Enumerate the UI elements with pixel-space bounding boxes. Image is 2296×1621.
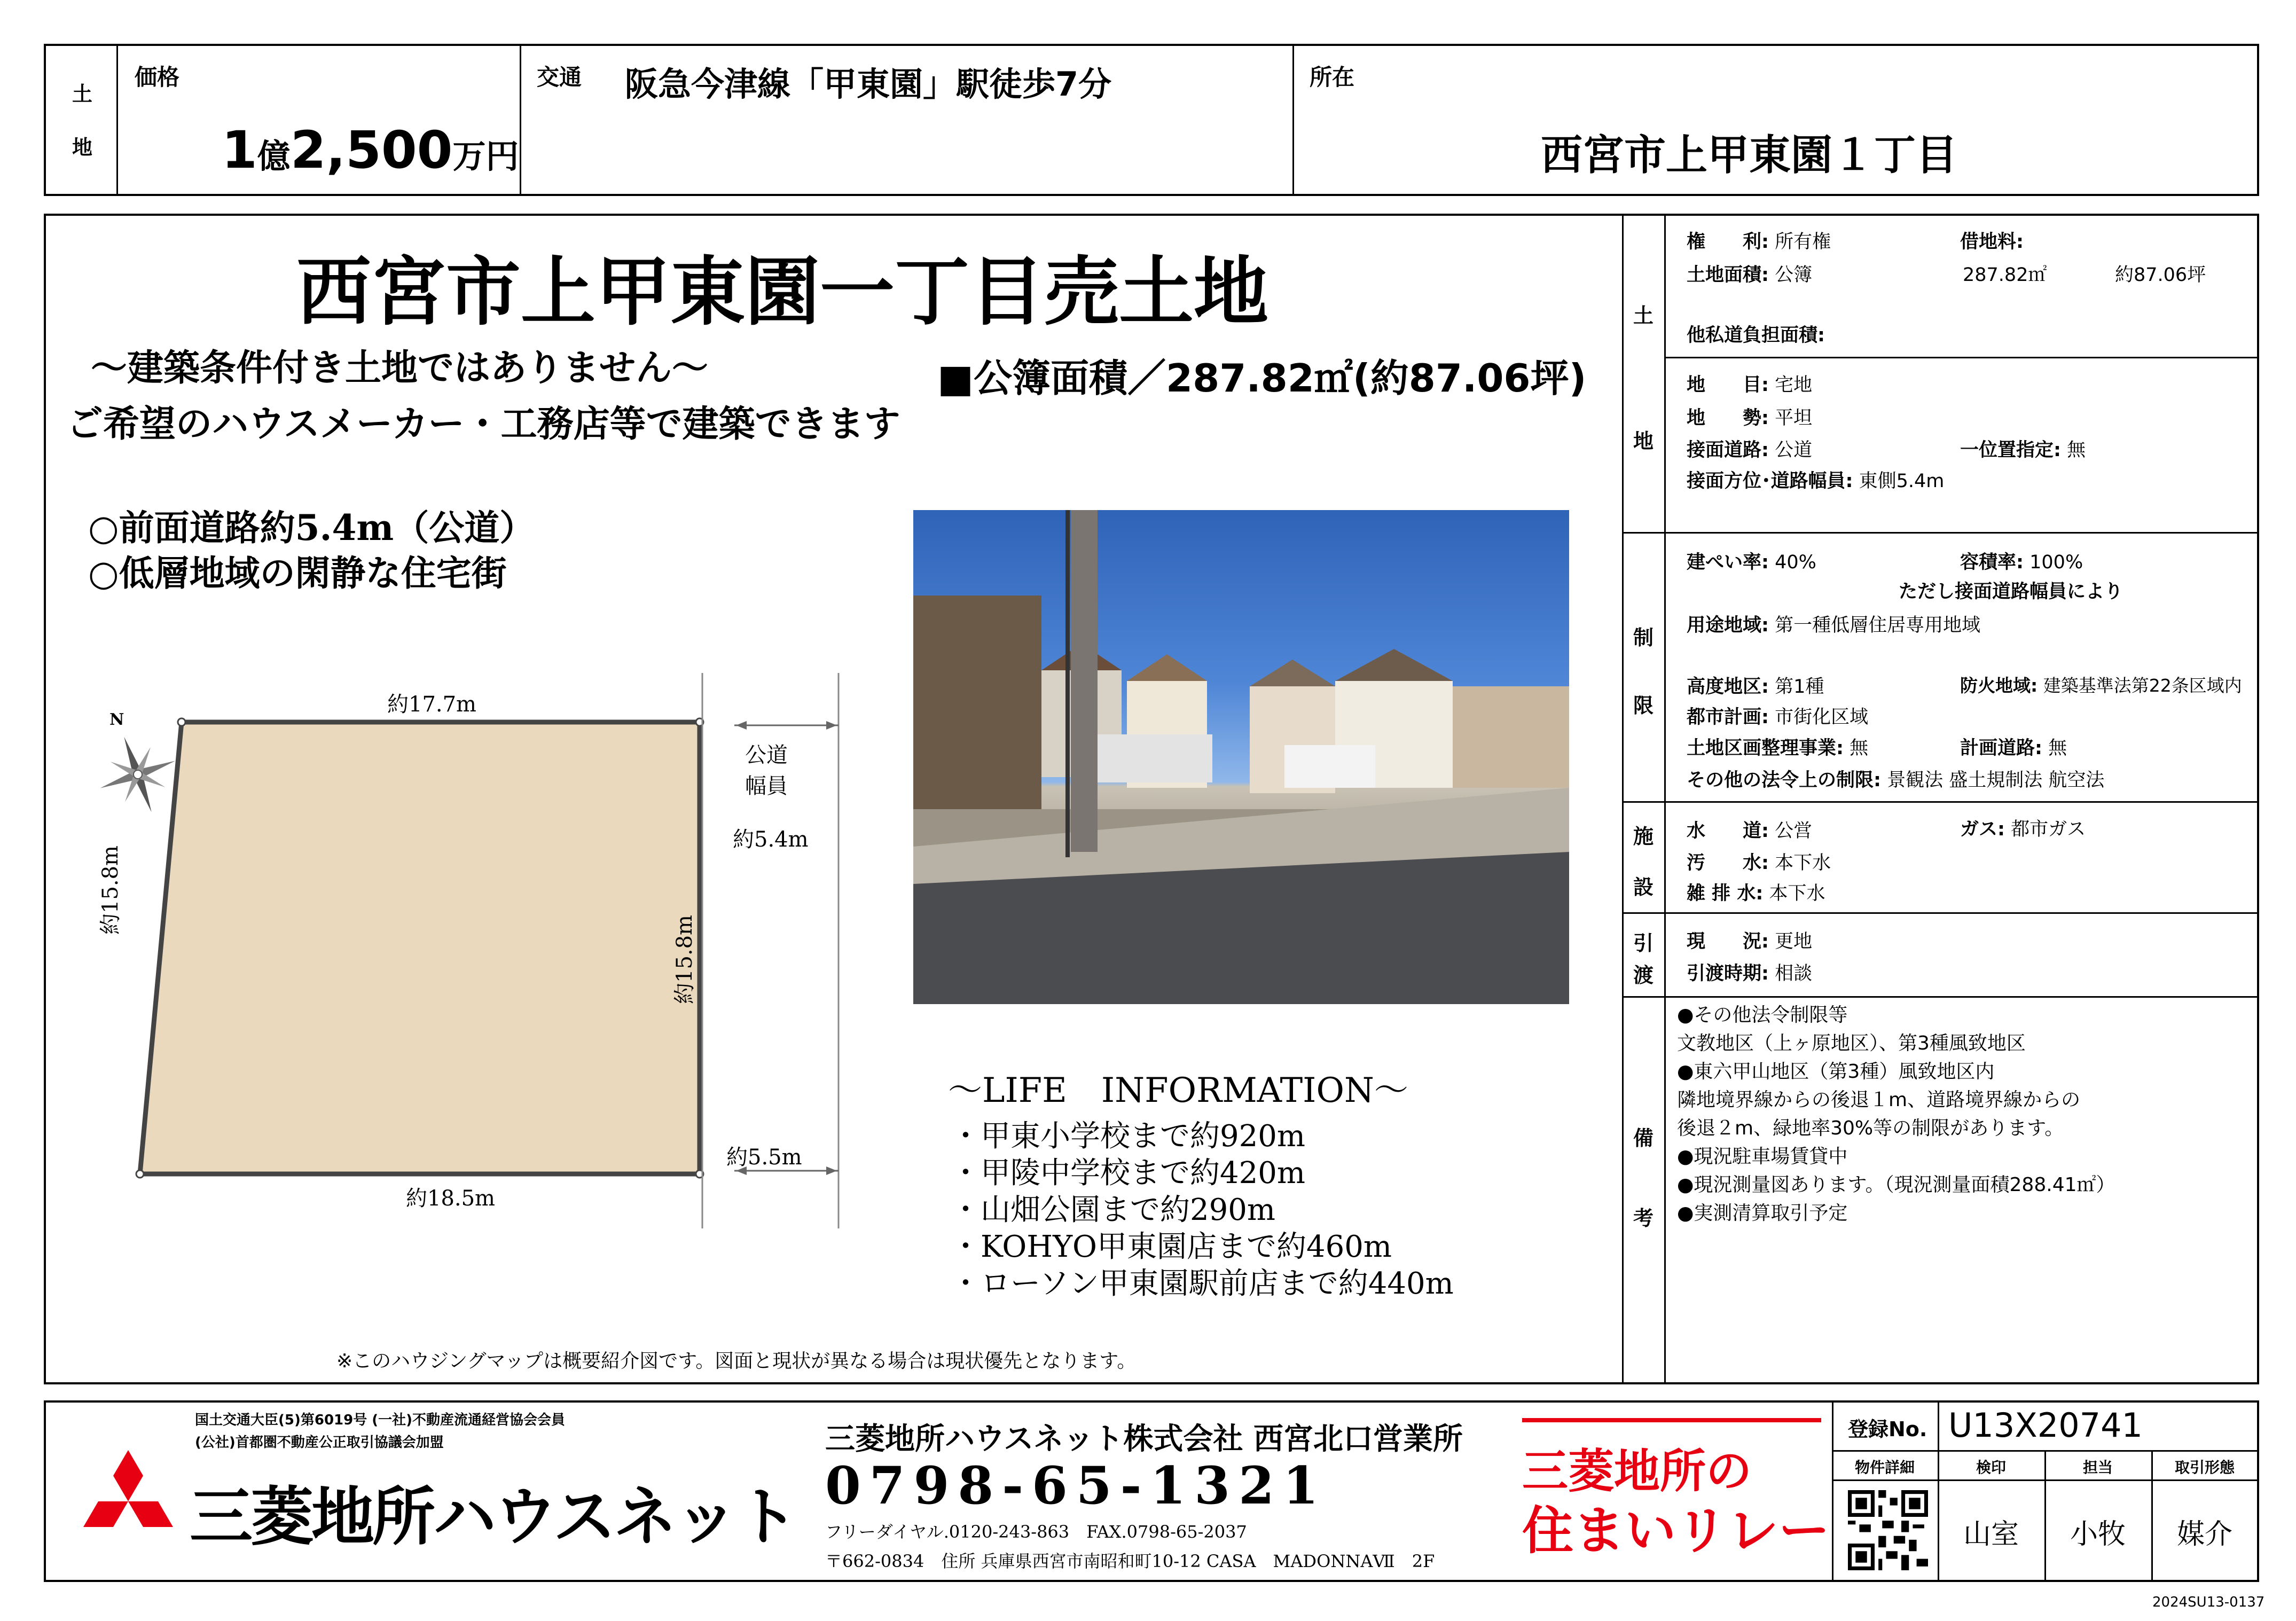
- spec-designation: [1960, 435, 2086, 462]
- life-item: ・甲陵中学校まで約420m: [951, 1156, 1305, 1191]
- remark-line: ●実測清算取引予定: [1677, 1202, 1848, 1224]
- spec-value: 公簿: [1775, 264, 1813, 286]
- spec-value: 所有権: [1775, 231, 1831, 253]
- spec-heading-facility-1: 施: [1633, 825, 1654, 848]
- spec-fire: [1960, 672, 2242, 697]
- relay-line-2: 住まいリレー: [1522, 1501, 1830, 1561]
- header-divider: [116, 44, 118, 196]
- spec-plan-road: [1960, 733, 2067, 760]
- spec-label: 水 道:: [1687, 820, 1769, 842]
- spec-label: 用途地域:: [1687, 615, 1769, 636]
- spec-label: 引渡時期:: [1687, 963, 1769, 984]
- spec-divider: [1664, 214, 1666, 1384]
- relay-logo: [1522, 1418, 1830, 1568]
- north-label: N: [109, 710, 124, 729]
- spec-gas: [1960, 815, 2086, 841]
- spec-label: 計画道路:: [1960, 738, 2042, 759]
- spec-bcr: [1687, 547, 1816, 574]
- spec-lease: [1960, 227, 2024, 254]
- relay-line-1: 三菱地所の: [1522, 1445, 1752, 1498]
- spec-handover: [1687, 959, 1812, 985]
- spec-label: 土地面積:: [1687, 264, 1769, 286]
- plot-top-length: 約17.7m: [387, 692, 476, 717]
- remark-line: 後退２m、緑地率30%等の制限があります。: [1677, 1117, 2064, 1139]
- spec-label: 雑 排 水:: [1687, 883, 1764, 904]
- col-header-staff: 担当: [2082, 1459, 2113, 1476]
- life-title: ～LIFE INFORMATION～: [948, 1071, 1408, 1110]
- spec-label: 都市計画:: [1687, 707, 1769, 728]
- reg-label: 登録No.: [1848, 1418, 1927, 1441]
- spec-chisei: [1687, 403, 1812, 430]
- spec-heading-land-1: 土: [1633, 304, 1654, 327]
- license-line-2: (公社)首都圏不動産公正取引協議会加盟: [195, 1435, 444, 1451]
- price-num2: 2,500: [290, 120, 453, 180]
- spec-label: 接面道路:: [1687, 440, 1769, 461]
- address: 〒662-0834 住所 兵庫県西宮市南昭和町10-12 CASA MADONNAⅦ 2F: [825, 1551, 1435, 1571]
- spec-other-law: [1687, 765, 2104, 792]
- spec-label: 土地区画整理事業:: [1687, 738, 1844, 759]
- life-item: ・KOHYO甲東園店まで約460m: [951, 1230, 1392, 1264]
- spec-drain: [1687, 879, 1825, 905]
- footnote: ※このハウジングマップは概要紹介図です。図面と現状が異なる場合は現状優先となります。: [336, 1350, 1137, 1372]
- kind-label-1: 土: [72, 82, 92, 106]
- spec-road: [1687, 435, 1812, 462]
- location-value: 西宮市上甲東園１丁目: [1541, 131, 1958, 179]
- price-value: [222, 120, 519, 180]
- spec-road-dir: [1687, 466, 1944, 493]
- spec-value: 本下水: [1775, 852, 1831, 874]
- spec-value: 更地: [1775, 931, 1813, 952]
- road-width-2: 約5.5m: [726, 1145, 802, 1170]
- spec-heading-remarks-2: 考: [1633, 1207, 1654, 1230]
- remark-line: ●現況駐車場賃貸中: [1677, 1146, 1848, 1168]
- plot-right-length: 約15.8m: [672, 915, 697, 1004]
- spec-row-line: [1622, 532, 2259, 534]
- road-label: 公道 幅員: [745, 743, 788, 798]
- plot-left-length: 約15.8m: [98, 845, 123, 935]
- spec-status: [1687, 927, 1812, 953]
- spec-heading-handover-2: 渡: [1633, 964, 1654, 987]
- header-divider: [520, 44, 521, 196]
- spec-far: [1960, 547, 2083, 574]
- price-unit1: 億: [257, 137, 291, 176]
- spec-heading-land-2: 地: [1633, 429, 1654, 453]
- remark-line: ●東六甲山地区（第3種）風致地区内: [1677, 1061, 1995, 1083]
- spec-water: [1687, 816, 1812, 843]
- access-value: 阪急今津線「甲東園」駅徒歩7分: [625, 65, 1112, 104]
- spec-heading-limit-2: 限: [1633, 694, 1654, 717]
- spec-value: 第一種低層住居専用地域: [1775, 615, 1981, 636]
- location-label: 所在: [1310, 64, 1355, 90]
- col-header-deal: 取引形態: [2174, 1459, 2235, 1476]
- spec-rights: [1687, 227, 1831, 254]
- spec-label: その他の法令上の制限:: [1687, 770, 1881, 791]
- spec-value: 東側5.4m: [1859, 471, 1945, 492]
- kind-label-2: 地: [72, 136, 92, 159]
- price-num1: 1: [222, 120, 257, 180]
- spec-private-road: [1687, 320, 1825, 347]
- spec-label: 地 目:: [1687, 374, 1769, 396]
- spec-label: ガス:: [1960, 819, 2005, 840]
- life-item: ・ローソン甲東園駅前店まで約440m: [951, 1266, 1454, 1301]
- spec-value: 相談: [1775, 963, 1813, 984]
- reg-divider: [1938, 1400, 1939, 1450]
- spec-value: 建築基準法第22条区域内: [2043, 675, 2242, 696]
- point-2: ○低層地域の閑静な住宅街: [88, 552, 507, 594]
- qr-code-icon[interactable]: [1848, 1490, 1928, 1570]
- stamp-value: 山室: [1963, 1518, 2019, 1550]
- page-title: 西宮市上甲東園一丁目売土地: [296, 248, 1269, 336]
- spec-row-line: [1622, 801, 2259, 803]
- spec-chimoku: [1687, 370, 1812, 397]
- spec-label: 建ぺい率:: [1687, 552, 1769, 573]
- spec-value: 公営: [1775, 820, 1813, 842]
- subtitle-2: ご希望のハウスメーカー・工務店等で建築できます: [67, 403, 900, 445]
- spec-label: 防火地域:: [1960, 675, 2038, 696]
- spec-heading-remarks-1: 備: [1633, 1126, 1654, 1150]
- spec-height: [1687, 672, 1824, 699]
- col-header-stamp: 検印: [1976, 1459, 2006, 1476]
- company-name: 三菱地所ハウスネット株式会社 西宮北口営業所: [825, 1422, 1463, 1456]
- spec-value: 40%: [1775, 552, 1816, 573]
- deal-value: 媒介: [2176, 1518, 2232, 1550]
- header-divider: [1292, 44, 1294, 196]
- spec-label: 接面方位･道路幅員:: [1687, 471, 1853, 492]
- remark-line: 隣地境界線からの後退１m、道路境界線からの: [1677, 1089, 2081, 1111]
- spec-sewage: [1687, 848, 1831, 875]
- spec-row-line: [1622, 996, 2259, 998]
- col-header-detail: 物件詳細: [1854, 1459, 1915, 1476]
- plot-bottom-length: 約18.5m: [406, 1186, 495, 1211]
- spec-land-area-tsubo: 約87.06坪: [2115, 264, 2206, 286]
- doc-code: 2024SU13-0137: [2152, 1594, 2265, 1610]
- free-dial: フリーダイヤル.0120-243-863 FAX.0798-65-2037: [825, 1522, 1247, 1542]
- remark-line: 文教地区（上ヶ原地区）、第3種風致地区: [1677, 1032, 2026, 1054]
- spec-label: 権 利:: [1687, 231, 1769, 253]
- spec-label: 一位置指定:: [1960, 440, 2061, 461]
- phone-number: 0798-65-1321: [825, 1455, 1327, 1516]
- site-photo: [913, 510, 1569, 1004]
- spec-value: 第1種: [1775, 676, 1824, 698]
- spec-label: 地 勢:: [1687, 408, 1769, 429]
- license-line-1: 国土交通大臣(5)第6019号 (一社)不動産流通経営協会会員: [195, 1412, 566, 1428]
- staff-value: 小牧: [2070, 1518, 2126, 1550]
- remark-line: ●その他法令制限等: [1677, 1004, 1848, 1026]
- spec-value: 景観法 盛土規制法 航空法: [1887, 770, 2105, 791]
- spec-land-area: [1687, 260, 1812, 287]
- price-label: 価格: [135, 64, 180, 90]
- spec-label: 容積率:: [1960, 552, 2024, 573]
- spec-label: 高度地区:: [1687, 676, 1769, 698]
- reg-divider: [1832, 1400, 1833, 1582]
- plot-shape: [140, 722, 700, 1174]
- spec-city-plan: [1687, 702, 1868, 729]
- spec-readjust: [1687, 733, 1868, 760]
- spec-value: 宅地: [1775, 374, 1813, 396]
- spec-row-line: [1664, 357, 2259, 358]
- spec-heading-facility-2: 設: [1633, 875, 1654, 899]
- life-item: ・甲東小学校まで約920m: [951, 1119, 1305, 1154]
- reg-number: U13X20741: [1948, 1406, 2143, 1445]
- price-unit2: 万円: [452, 137, 519, 176]
- spec-value: 無: [2067, 440, 2086, 461]
- spec-label: 現 況:: [1687, 931, 1769, 952]
- point-1: ○前面道路約5.4m（公道）: [88, 507, 535, 549]
- spec-row-line: [1622, 912, 2259, 914]
- spec-value: 市街化区域: [1775, 707, 1869, 728]
- access-label: 交通: [537, 64, 582, 90]
- area-headline: ■公簿面積／287.82㎡(約87.06坪): [937, 356, 1587, 401]
- life-item: ・山畑公園まで約290m: [951, 1193, 1275, 1227]
- remark-line: ●現況測量図あります。（現況測量面積288.41㎡）: [1677, 1174, 2115, 1196]
- spec-value: 無: [2048, 738, 2067, 759]
- subtitle: ～建築条件付き土地ではありません～: [91, 347, 709, 389]
- spec-zone: [1687, 610, 1980, 637]
- spec-label: 汚 水:: [1687, 852, 1769, 874]
- spec-value: 平坦: [1775, 408, 1813, 429]
- spec-far-note: ただし接面道路幅員により: [1899, 581, 2123, 602]
- spec-value: 都市ガス: [2011, 819, 2086, 840]
- spec-value: 本下水: [1769, 883, 1825, 904]
- spec-label: 他私道負担面積:: [1687, 325, 1825, 346]
- spec-label: 借地料:: [1960, 231, 2024, 253]
- spec-value: 無: [1850, 738, 1869, 759]
- mitsubishi-logo-icon: [75, 1450, 182, 1546]
- road-width: 約5.4m: [733, 827, 809, 852]
- spec-heading-handover-1: 引: [1633, 931, 1654, 955]
- spec-value: 公道: [1775, 440, 1813, 461]
- spec-value: 100%: [2029, 552, 2083, 573]
- spec-heading-limit-1: 制: [1633, 626, 1654, 649]
- relay-top-bar: [1522, 1418, 1821, 1422]
- brand-name: 三菱地所ハウスネット: [190, 1480, 797, 1554]
- spec-land-area-value: 287.82㎡: [1963, 264, 2047, 286]
